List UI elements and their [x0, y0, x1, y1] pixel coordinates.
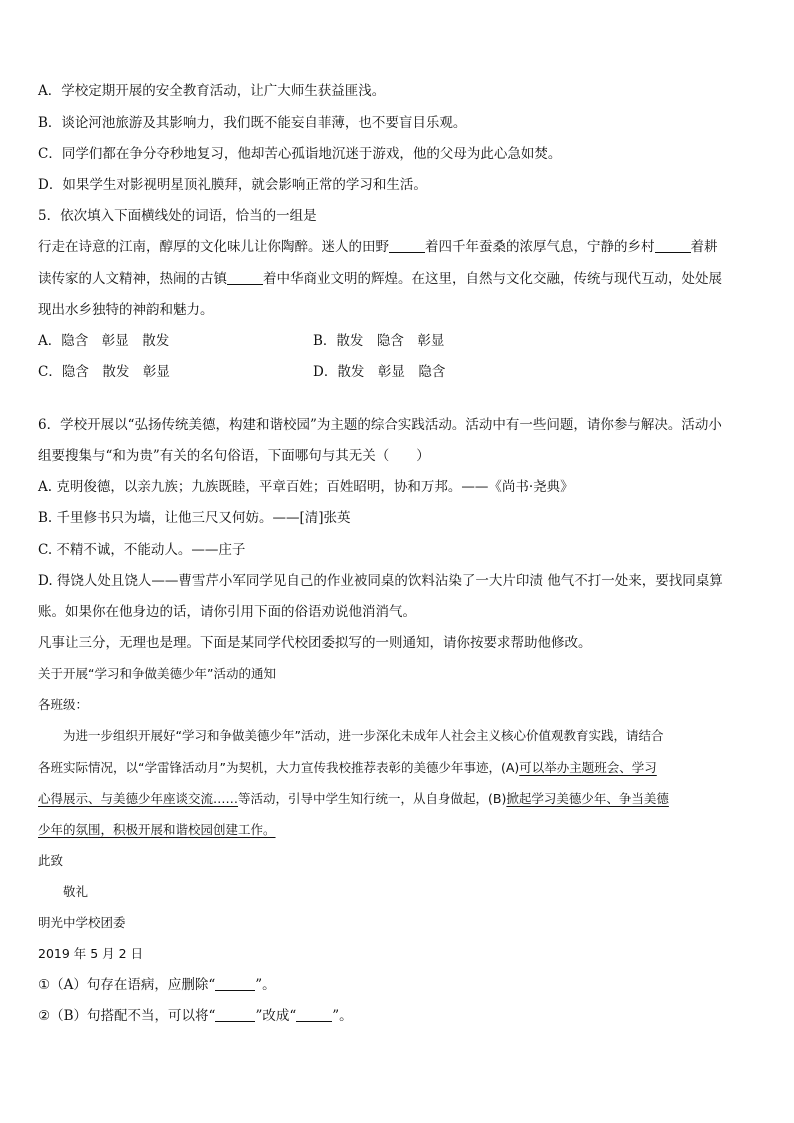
fill-blank [389, 238, 425, 253]
q5-stem: 5．依次填入下面横线处的词语，恰当的一组是 [38, 208, 317, 224]
q6-stem-line-1: 6．学校开展以“弘扬传统美德，构建和谐校园”为主题的综合实践活动。活动中有一些问题，请你参与解决。活动小 [38, 417, 722, 433]
q6-option-c: C. 不精不诚，不能动人。——庄子 [38, 542, 246, 558]
underlined-sentence-a: 可以举办主题班会、学习 [519, 760, 657, 775]
underlined-sentence-b: 掀起学习美德少年、争当美德 [506, 791, 669, 806]
subquestion-2: ②（B）句搭配不当，可以将“ ”改成“ ”。 [38, 1008, 353, 1024]
q5-option-b: B．散发 隐含 彰显 [313, 333, 445, 349]
q6-option-d-line-2: 账。如果你在他身边的话，请你引用下面的俗语劝说他消消气。 [38, 604, 416, 620]
notice-body-line-2: 各班实际情况，以“学雷锋活动月”为契机，大力宣传我校推荐表彰的美德少年事迹，(A)可以举办主题班会、学习 [38, 760, 657, 775]
q5-passage-line-3: 现出水乡独特的神韵和魅力。 [38, 302, 214, 318]
q4-option-a: A．学校定期开展的安全教育活动，让广大师生获益匪浅。 [38, 83, 386, 99]
marker-a: (A) [500, 760, 520, 775]
notice-signature: 明光中学校团委 [38, 915, 126, 930]
underlined-sentence-b-cont: 少年的氛围，积极开展和谐校园创建工作。 [38, 822, 276, 837]
q4-option-b: B．谈论河池旅游及其影响力，我们既不能妄自菲薄，也不要盲目乐观。 [38, 115, 467, 131]
notice-date: 2019 年 5 月 2 日 [38, 946, 144, 961]
underlined-sentence-a-cont: 心得展示、与美德少年座谈交流…… [38, 791, 239, 806]
fill-blank [227, 270, 263, 285]
notice-body-line-3: 心得展示、与美德少年座谈交流……等活动，引导中学生知行统一，从自身做起，(B)掀起学习美德少年、争当美德 [38, 791, 669, 806]
q4-option-d: D．如果学生对影视明星顶礼膜拜，就会影响正常的学习和生活。 [38, 177, 427, 193]
q5-passage-line-1: 行走在诗意的江南，醇厚的文化味儿让你陶醉。迷人的田野 着四千年蚕桑的浓厚气息，宁静的乡村 着耕 [38, 239, 718, 255]
marker-b: (B) [488, 791, 507, 806]
notice-salute: 敬礼 [38, 884, 89, 899]
notice-body-line-4 [38, 820, 758, 840]
q5-option-d: D．散发 彰显 隐含 [313, 364, 446, 380]
notice-title: 关于开展“学习和争做美德少年”活动的通知 [38, 666, 276, 681]
answer-blank [215, 1007, 255, 1022]
q5-option-c: C．隐含 散发 彰显 [38, 364, 170, 380]
q5-passage-line-2: 读传家的人文精神，热闹的古镇 着中华商业文明的辉煌。在这里，自然与文化交融，传统与现代互动，处处展 [38, 271, 722, 287]
q5-options-row-2 [38, 362, 758, 382]
q6-option-a: A. 克明俊德，以亲九族；九族既睦，平章百姓；百姓昭明，协和万邦。——《尚书·尧典》 [38, 479, 574, 495]
notice-greeting: 各班级： [38, 697, 89, 712]
subquestion-1: ①（A）句存在语病，应删除“ ”。 [38, 977, 276, 993]
answer-blank [215, 976, 255, 991]
notice-body-line-1: 为进一步组织开展好“学习和争做美德少年”活动，进一步深化未成年人社会主义核心价值观教育实践，请结合 [38, 728, 664, 743]
notice-closing: 此致 [38, 853, 64, 868]
q6-instruction: 凡事让三分，无理也是理。下面是某同学代校团委拟写的一则通知，请你按要求帮助他修改。 [38, 635, 592, 651]
q5-option-a: A．隐含 彰显 散发 [38, 333, 170, 349]
fill-blank [655, 238, 691, 253]
q5-options-row-1 [38, 331, 758, 351]
q4-option-c: C．同学们都在争分夺秒地复习，他却苦心孤诣地沉迷于游戏，他的父母为此心急如焚。 [38, 146, 562, 162]
q6-option-b: B. 千里修书只为墙，让他三尺又何妨。——[清]张英 [38, 510, 351, 526]
q6-option-d-line-1: D. 得饶人处且饶人——曹雪芹小军同学见自己的作业被同桌的饮料沾染了一大片印渍 他气不打一处来，要找同桌算 [38, 573, 723, 589]
answer-blank [296, 1007, 332, 1022]
q6-stem-line-2: 组要搜集与“和为贵”有关的名句俗语，下面哪句与其无关（ ） [38, 448, 430, 464]
